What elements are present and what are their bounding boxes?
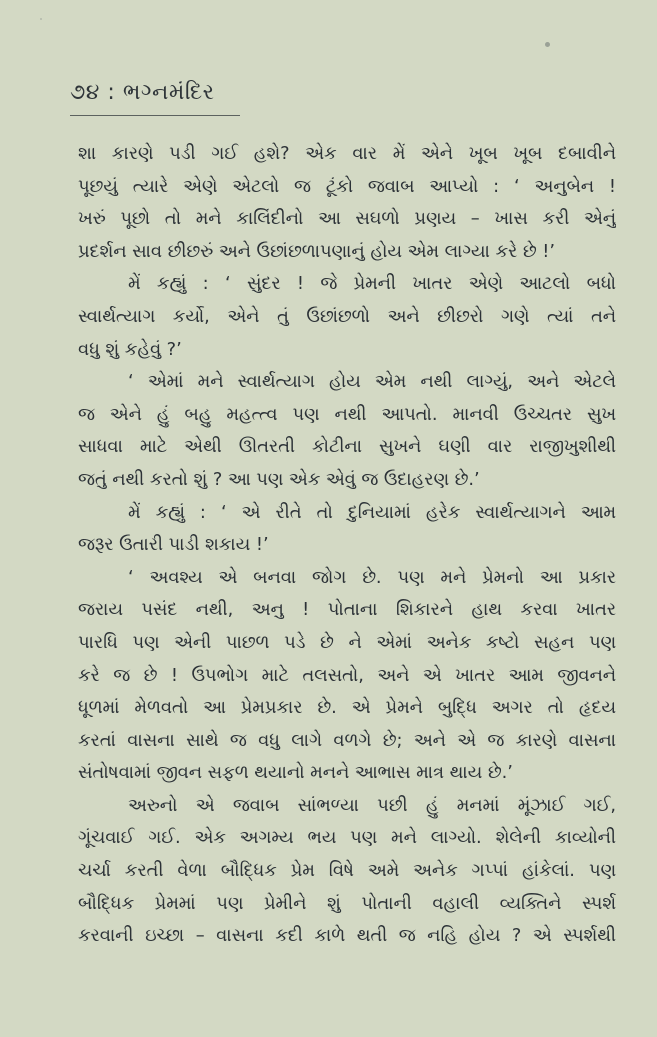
page-speck bbox=[545, 42, 550, 47]
text-line: મેં કહ્યું : ‘ સુંદર ! જે પ્રેમની ખાતર એણે આટલો બધો bbox=[128, 273, 616, 295]
running-header: ૭૪ : ભગ્નમંદિર bbox=[70, 80, 215, 105]
text-line: કરે જ છે ! ઉપભોગ માટે તલસતો, અને એ ખાતર આમ જીવનને bbox=[78, 664, 616, 686]
text-line: કરવાની ઇચ્છા – વાસના કદી કાળે થતી જ નહિ હોય ? એ સ્પર્શથી bbox=[78, 925, 616, 947]
text-line: ધૂળમાં મેળવતો આ પ્રેમપ્રકાર છે. એ પ્રેમને બુદ્ધિ અગર તો હૃદય bbox=[78, 697, 616, 719]
text-line: ગૂંચવાઈ ગઈ. એક અગમ્ય ભય પણ મને લાગ્યો. શેલેની કાવ્યોની bbox=[78, 827, 616, 849]
text-line: જતું નથી કરતો શું ? આ પણ એક એવું જ ઉદાહરણ છે.’ bbox=[78, 468, 480, 490]
text-line: ચર્ચા કરતી વેળા બૌદ્ધિક પ્રેમ વિષે અમે અનેક ગપ્પાં હાંકેલાં. પણ bbox=[78, 860, 616, 882]
body-text bbox=[78, 138, 616, 953]
text-line: વધુ શું કહેવું ?’ bbox=[78, 338, 182, 360]
header-rule bbox=[70, 115, 240, 116]
text-line: બૌદ્ધિક પ્રેમમાં પણ પ્રેમીને શું પોતાની વહાલી વ્યક્તિને સ્પર્શ bbox=[78, 892, 616, 914]
text-line: કરતાં વાસના સાથે જ વધુ લાગે વળગે છે; અને એ જ કારણે વાસના bbox=[78, 729, 616, 751]
page-speck bbox=[40, 18, 42, 20]
text-line: ‘ અવશ્ય એ બનવા જોગ છે. પણ મને પ્રેમનો આ પ્રકાર bbox=[128, 566, 616, 588]
text-line: અરુનો એ જવાબ સાંભળ્યા પછી હું મનમાં મૂંઝાઈ ગઈ, bbox=[128, 794, 616, 816]
text-line: જરૂર ઉતારી પાડી શકાય !’ bbox=[78, 534, 269, 556]
text-line: પૂછયું ત્યારે એણે એટલો જ ટૂંકો જવાબ આપ્યો : ‘ અનુબેન ! bbox=[78, 175, 616, 197]
text-line: જ એને હું બહુ મહત્ત્વ પણ નથી આપતો. માનવી ઉચ્ચતર સુખ bbox=[78, 403, 616, 425]
text-line: સાધવા માટે એથી ઊતરતી કોટીના સુખને ઘણી વાર રાજીખુશીથી bbox=[78, 436, 616, 458]
text-line: ‘ એમાં મને સ્વાર્થત્યાગ હોય એમ નથી લાગ્યું, અને એટલે bbox=[128, 371, 616, 393]
text-line: ખરું પૂછો તો મને કાલિંદીનો આ સઘળો પ્રણય – ખાસ કરી એનું bbox=[78, 208, 616, 230]
text-line: સ્વાર્થત્યાગ કર્યો, એને તું ઉછાંછળો અને છીછરો ગણે ત્યાં તને bbox=[78, 305, 616, 327]
text-line: પારધિ પણ એની પાછળ પડે છે ને એમાં અનેક કષ્ટો સહન પણ bbox=[78, 631, 616, 653]
text-line: પ્રદર્શન સાવ છીછરું અને ઉછાંછળાપણાનું હોય એમ લાગ્યા કરે છે !’ bbox=[78, 240, 556, 262]
text-line: મેં કહ્યું : ‘ એ રીતે તો દુનિયામાં હરેક સ્વાર્થત્યાગને આમ bbox=[128, 501, 616, 523]
text-line: શા કારણે પડી ગઈ હશે? એક વાર મેં એને ખૂબ ખૂબ દબાવીને bbox=[78, 143, 616, 164]
text-line: સંતોષવામાં જીવન સફળ થયાનો મનને આભાસ માત્ર થાય છે.’ bbox=[78, 762, 513, 784]
text-line: જરાય પસંદ નથી, અનુ ! પોતાના શિકારને હાથ કરવા ખાતર bbox=[78, 599, 616, 621]
